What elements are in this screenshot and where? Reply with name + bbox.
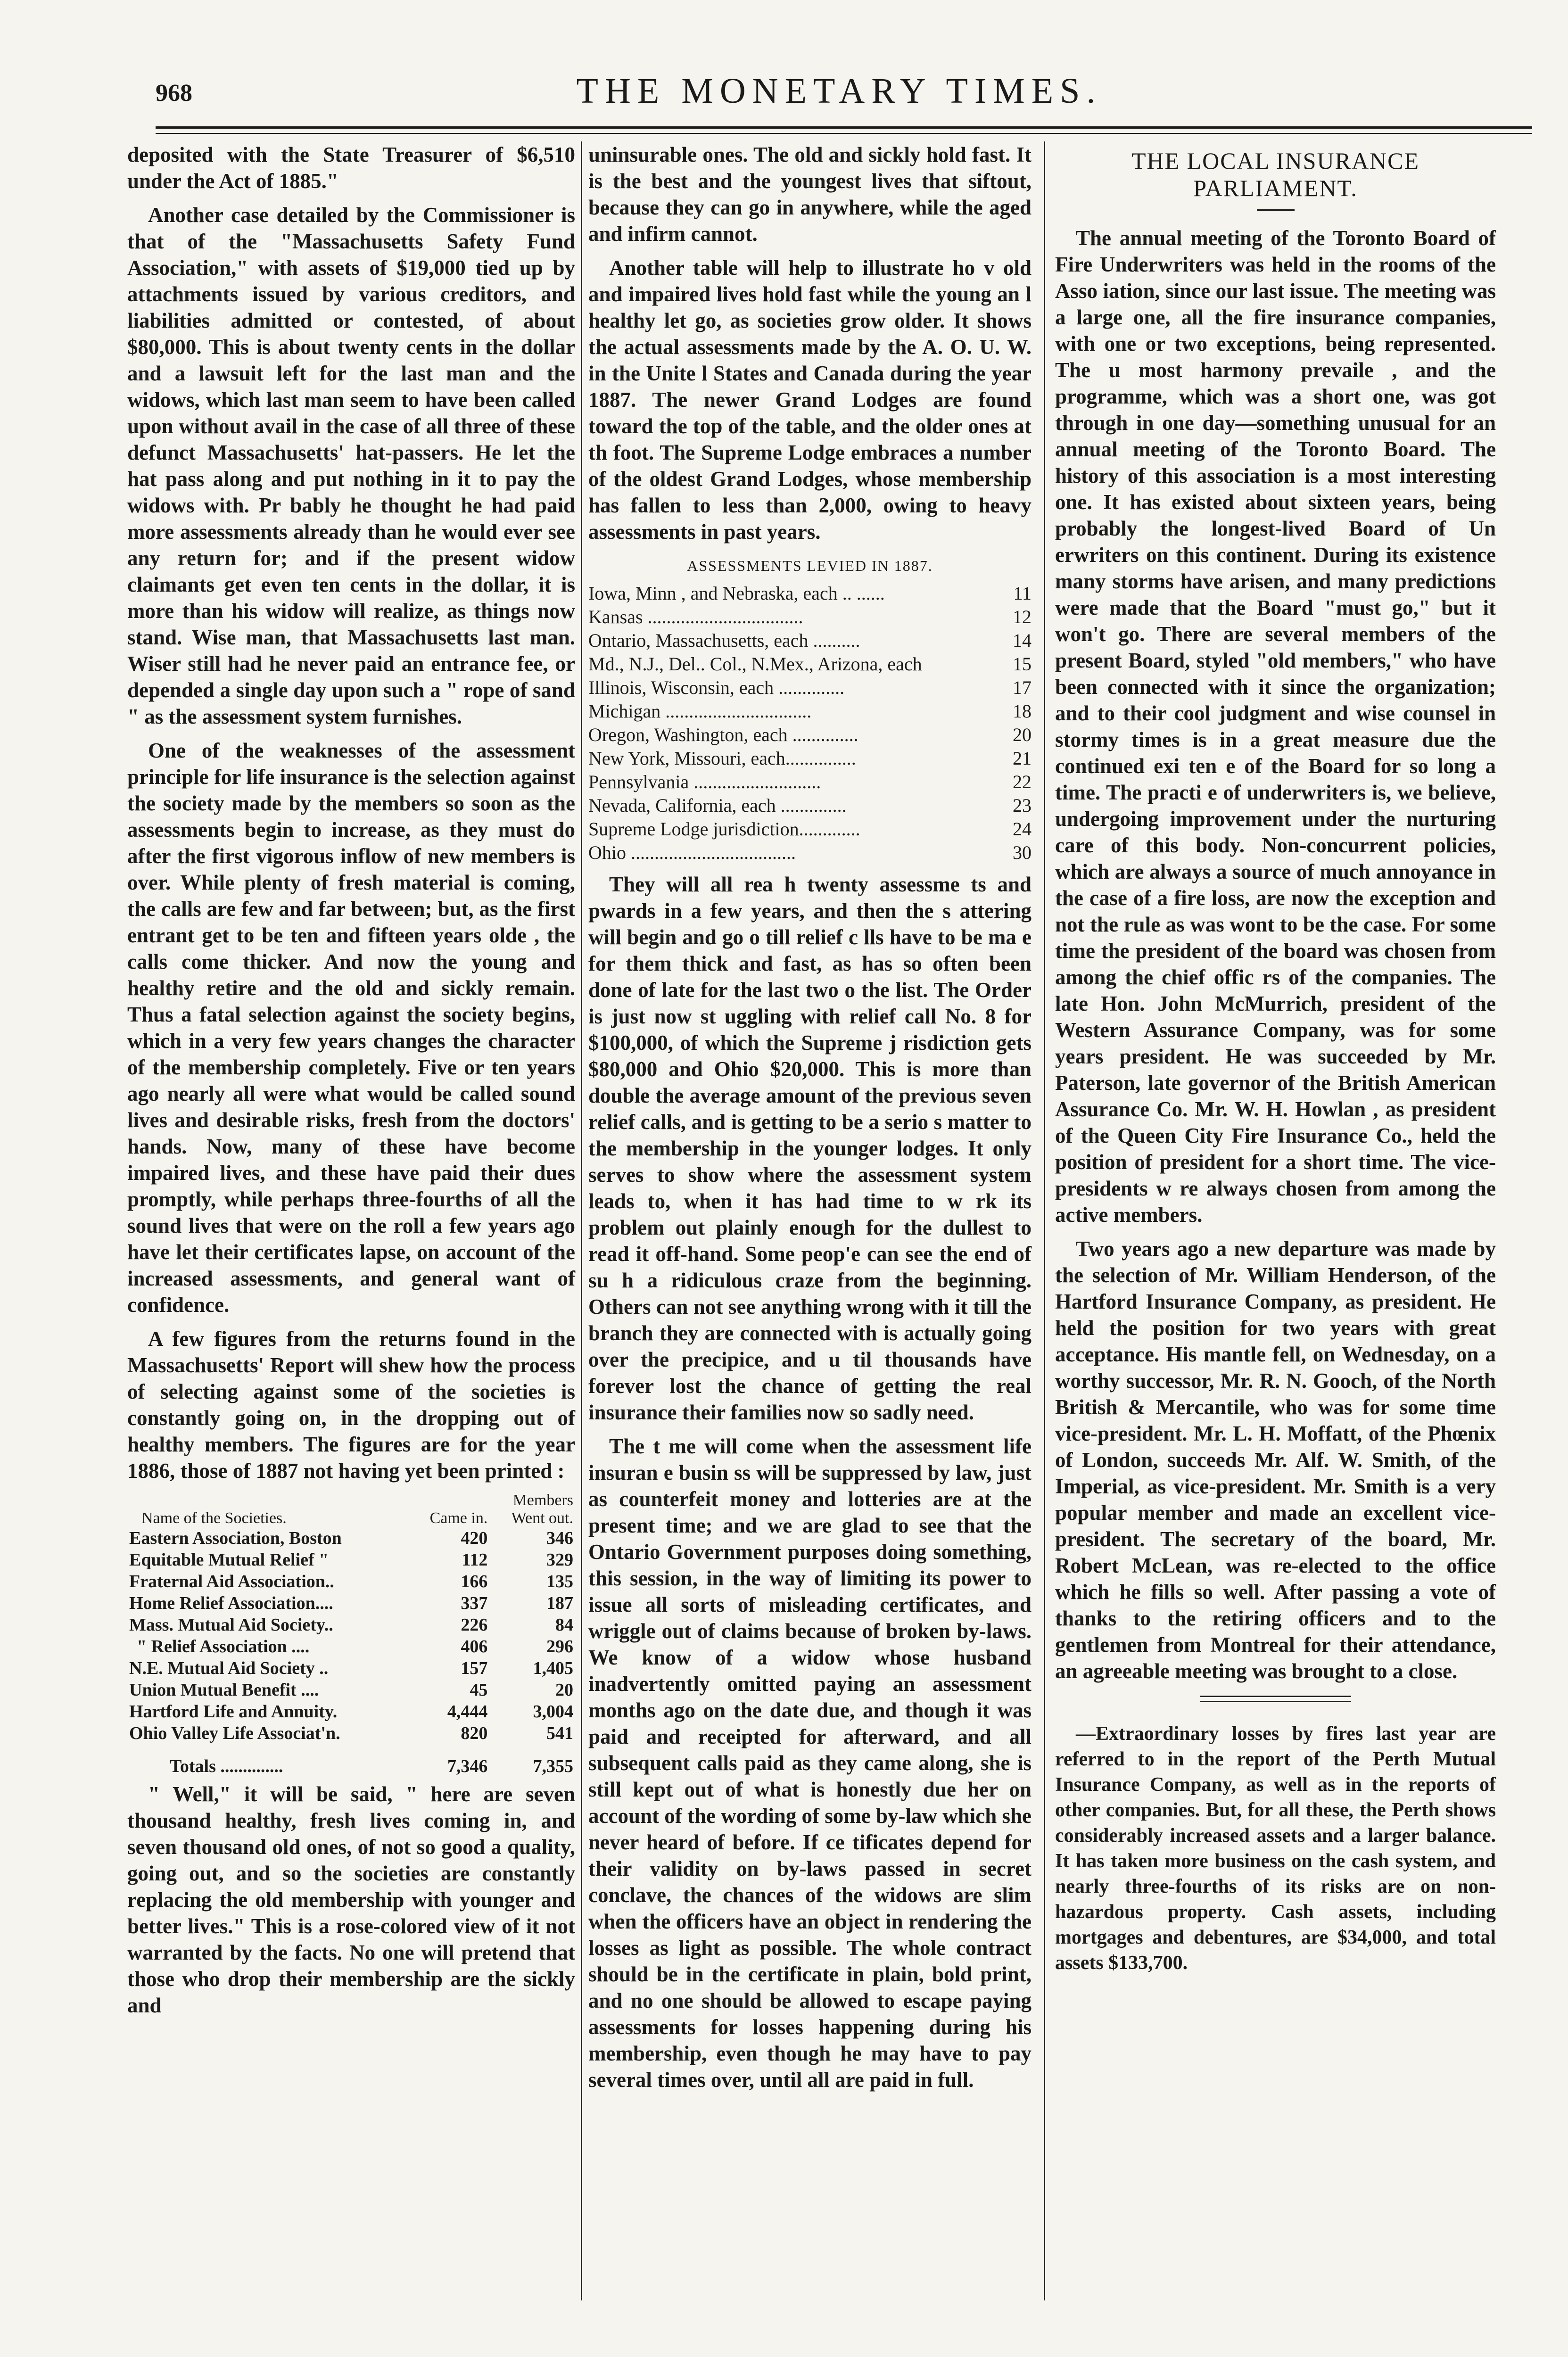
jurisdiction: Illinois, Wisconsin, each .............. [588, 677, 845, 698]
came-in: 157 [461, 1658, 488, 1678]
society-name: Ohio Valley Life Associat'n. [129, 1723, 340, 1743]
assessment-count: 30 [1013, 842, 1032, 863]
assessment-count: 21 [1013, 748, 1032, 769]
table-row [127, 1657, 575, 1679]
assessments-table [588, 582, 1032, 865]
table-row [127, 1592, 575, 1614]
went-out: 1,405 [533, 1658, 573, 1678]
table-header-name: Name of the Societies. [141, 1509, 287, 1527]
column-2 [588, 141, 1032, 2101]
assessment-count: 22 [1013, 771, 1032, 792]
table-row [588, 794, 1032, 817]
society-name: Eastern Association, Boston [129, 1528, 342, 1548]
went-out: 20 [555, 1680, 573, 1700]
went-out: 135 [546, 1572, 573, 1591]
jurisdiction: Ontario, Massachusetts, each .......... [588, 630, 860, 651]
jurisdiction: New York, Missouri, each............... [588, 748, 856, 769]
table-row [127, 1722, 575, 1744]
table-row [588, 629, 1032, 652]
page-number: 968 [156, 80, 192, 107]
assessment-count: 12 [1013, 606, 1032, 627]
table-header-members: Members [512, 1492, 573, 1509]
jurisdiction: Kansas ................................. [588, 606, 803, 627]
paragraph: " Well," it will be said, " here are seven thousand healthy, fresh lives coming in, and seven thousand old ones, of not so good a quality, going out, and so the societies are constantly replacing the old membership with younger and better lives." This is a rose-colored view of it not warranted by the facts. No one will pretend that those who drop their membership are the sickly and [127, 1782, 575, 2017]
paragraph: —Extraordinary losses by fires last year are referred to in the report of the Perth Mutual Insurance Company, as well as in the reports of other companies. But, for all these, the Perth shows considerably increased assets and a larger balance. It has taken more business on the cash system, and nearly three-fourths of its risks are on non-hazardous property. Cash assets, including mortgages and debentures, are $34,000, and total assets $133,700. [1055, 1723, 1496, 1974]
society-name: Fraternal Aid Association.. [129, 1572, 334, 1591]
header-rule [156, 126, 1532, 129]
jurisdiction: Michigan ............................... [588, 701, 812, 722]
went-out: 541 [546, 1723, 573, 1743]
table-row [588, 841, 1032, 865]
came-in: 4,444 [447, 1702, 488, 1722]
went-out: 346 [546, 1528, 573, 1548]
went-out: 329 [546, 1550, 573, 1570]
title-rule [1257, 209, 1295, 211]
jurisdiction: Nevada, California, each .............. [588, 795, 847, 816]
totals-row [127, 1744, 575, 1777]
table-row [588, 817, 1032, 841]
jurisdiction: Md., N.J., Del.. Col., N.Mex., Arizona, each [588, 653, 922, 675]
table-row [588, 700, 1032, 723]
paragraph: deposited with the State Treasurer of $6,510 under the Act of 1885." [127, 143, 575, 193]
table-row [127, 1571, 575, 1592]
assessment-count: 17 [1013, 677, 1032, 698]
totals-label: Totals .............. [170, 1756, 283, 1776]
society-name: Hartford Life and Annuity. [129, 1702, 338, 1722]
jurisdiction: Supreme Lodge jurisdiction............. [588, 818, 860, 840]
table-row [588, 652, 1032, 676]
assessment-count: 23 [1013, 795, 1032, 816]
column-divider [1044, 141, 1045, 2300]
paragraph: The annual meeting of the Toronto Board of Fire Underwriters was held in the rooms of the Asso iation, since our last issue. The meeting was a large one, all the fire insurance companies, with one or two exceptions, being represented. The u most harmony prevaile , and the programme, which was a short one, was got through in one day—something unusual for an annual meeting of the Toronto Board. The history of this association is a most interesting one. It has existed about sixteen years, being probably the longest-lived Board of Un erwriters on this continent. During its existence many storms have arisen, and many predictions were made that the Board "must go," but it won't go. There are several members of the present Board, styled "old members," who have been connected with it since the organization; and to their cool judgment and wise counsel in stormy times is in a great measure due the continued exi ten e of the Board for so long a time. The practi e of underwriters is, we believe, undergoing improvement under the nurturing care of this body. Non-concurrent policies, which are always a source of much annoyance in the case of a fire loss, are now the exception and not the rule as was wont to be the case. For some time the president of the board was chosen from among the chief offic rs of the companies. The late Hon. John McMurrich, president of the Western Assurance Company, was for some years president. He was succeeded by Mr. Paterson, late governor of the British American Assurance Co. Mr. W. H. Howlan , as president of the Queen City Fire Insurance Co., held the position of president for a short time. The vice-presidents w re always chosen from among the active members. [1055, 226, 1496, 1227]
paragraph: Two years ago a new departure was made by the selection of Mr. William Henderson, of the Hartford Insurance Company, as president. He held the position for two years with great acceptance. His mantle fell, on Wednesday, on a worthy successor, Mr. R. N. Gooch, of the North British & Mercantile, who was for some time vice-president. Mr. L. H. Moffatt, of the Phœnix of London, succeeds Mr. Alf. W. Smith, of the Imperial, as vice-president. Mr. Smith is a very popular member and made an excellent vice-president. The secretary of the board, Mr. Robert McLean, was re-elected to the office which he fills so well. After passing a vote of thanks to the retiring officers and to the gentlemen from Montreal for their attendance, an agreeable meeting was brought to a close. [1055, 1237, 1496, 1683]
table-row [127, 1614, 575, 1636]
paragraph: The t me will come when the assessment life insuran e busin ss will be suppressed by law, just as counterfeit money and lotteries are at the present time; and we are glad to see that the Ontario Government purposes doing something, this session, in the way of limiting its power to issue all sorts of misleading certificates, and wriggle out of claims because of broken by-laws. We know of a widow whose husband inadvertently omitted paying an assessment months ago on the date due, and though it was paid and receipted for afterward, and all subsequent calls paid as they came along, she is still kept out of what is honestly due her on account of the wording of some by-law which she never heard of before. If ce tificates depend for their validity on by-laws passed in secret conclave, the chances of the widows are slim when the officers have an object in rendering the losses as light as possible. The whole contract should be in the certificate in plain, bold print, and no one should be allowed to escape paying assessments for losses happening during his membership, even though he may have to pay several times over, until all are paid in full. [588, 1434, 1032, 2092]
jurisdiction: Ohio ................................... [588, 842, 796, 863]
table-row [588, 770, 1032, 794]
assessment-count: 18 [1013, 701, 1032, 722]
assessment-count: 15 [1013, 653, 1032, 675]
table-row [588, 747, 1032, 770]
came-in: 45 [470, 1680, 488, 1700]
paragraph: They will all rea h twenty assessme ts and pwards in a few years, and then the s attering will begin and go o till relief c lls have to be ma e for them thick and fast, as has so often been done of late for the last two o the list. The Order is just now st uggling with relief call No. 8 for $100,000, of which the Supreme j risdiction gets $80,000 and Ohio $20,000. This is more than double the average amount of the previous seven relief calls, and is getting to be a serio s matter to the membership in the younger lodges. It only serves to show where the assessment system leads to, when it has had time to w rk its problem out plainly enough for the dullest to read it off-hand. Some peop'e can see the end of su h a ridiculous craze from the beginning. Others can not see anything wrong with it till the branch they are connected with is actually going over the precipice, and u til thousands have forever lost the chance of getting the real insurance their families now so sadly need. [588, 873, 1032, 1424]
society-name: Equitable Mutual Relief " [129, 1550, 329, 1570]
table-row [127, 1636, 575, 1657]
jurisdiction: Iowa, Minn , and Nebraska, each .. ...... [588, 583, 885, 604]
totals-went: 7,355 [533, 1756, 573, 1776]
table-row [588, 582, 1032, 605]
article-title: THE LOCAL INSURANCE PARLIAMENT. [1131, 148, 1420, 201]
paragraph: Another case detailed by the Commissioner is that of the "Massachusetts Safety Fund Association," with assets of $19,000 tied up by attachments issued by various creditors, and liabilities admitted or contested, of about $80,000. This is about twenty cents in the dollar and a lawsuit left for the last man and the widows, which last man seem to have been called upon without avail in the case of all three of these defunct Massachusetts' hat-passers. He let the hat pass along and put nothing in it to pay the widows with. Pr bably he thought he had paid more assessments already than he would ever see any return for; and if the present widow claimants get even ten cents in the dollar, it is more than his widow will realize, as things now stand. Wise man, that Massachusetts last man. Wiser still had he never paid an entrance fee, or depended a single day upon such a " rope of sand " as the assessment system furnishes. [127, 203, 575, 728]
paragraph: Another table will help to illustrate ho v old and impaired lives hold fast while the young an l healthy let go, as societies grow older. It shows the actual assessments made by the A. O. U. W. in the Unite l States and Canada during the year 1887. The newer Grand Lodges are found toward the top of the table, and the older ones at th foot. The Supreme Lodge embraces a number of the oldest Grand Lodges, whose membership has fallen to less than 2,000, owing to heavy assessments in past years. [588, 256, 1032, 544]
society-name: Home Relief Association.... [129, 1593, 333, 1613]
page-header [156, 71, 1523, 123]
jurisdiction: Oregon, Washington, each .............. [588, 724, 858, 745]
society-name: Union Mutual Benefit .... [129, 1680, 319, 1700]
header-rule-thin [156, 133, 1532, 134]
came-in: 420 [461, 1528, 488, 1548]
went-out: 296 [546, 1637, 573, 1656]
totals-came: 7,346 [447, 1756, 488, 1776]
table-row [127, 1701, 575, 1722]
table-row [127, 1679, 575, 1701]
publication-title: THE MONETARY TIMES. [576, 71, 1102, 111]
table-row [588, 605, 1032, 629]
came-in: 406 [461, 1637, 488, 1656]
column-divider [581, 141, 582, 2300]
came-in: 820 [461, 1723, 488, 1743]
table-row [127, 1549, 575, 1571]
assessment-count: 20 [1013, 724, 1032, 745]
went-out: 187 [546, 1593, 573, 1613]
table-row [127, 1527, 575, 1549]
table-row [588, 723, 1032, 747]
society-name: Mass. Mutual Aid Society.. [129, 1615, 333, 1635]
went-out: 3,004 [533, 1702, 573, 1722]
came-in: 166 [461, 1572, 488, 1591]
came-in: 337 [461, 1593, 488, 1613]
societies-table [127, 1492, 575, 1777]
society-name: " Relief Association .... [137, 1637, 310, 1656]
assessment-count: 14 [1013, 630, 1032, 651]
jurisdiction: Pennsylvania ........................... [588, 771, 821, 792]
table-header-went: Went out. [511, 1509, 573, 1527]
column-3 [1055, 141, 1496, 1983]
paragraph: uninsurable ones. The old and sickly hold fast. It is the best and the youngest lives that siftout, because they can go in anywhere, while the aged and infirm cannot. [588, 143, 1032, 246]
column-1 [127, 141, 575, 2026]
assessment-count: 24 [1013, 818, 1032, 840]
society-name: N.E. Mutual Aid Society .. [129, 1658, 329, 1678]
paragraph: A few figures from the returns found in the Massachusetts' Report will shew how the process of selecting against some of the societies is constantly going on, in the dropping out of healthy members. The figures are for the year 1886, those of 1887 not having yet been printed : [127, 1327, 575, 1483]
assessment-count: 11 [1013, 583, 1032, 604]
table-row [588, 676, 1032, 700]
assessments-heading: ASSESSMENTS LEVIED IN 1887. [687, 557, 933, 574]
table-header-came: Came in. [429, 1509, 488, 1527]
separator-rule [1200, 1701, 1351, 1702]
came-in: 112 [462, 1550, 488, 1570]
went-out: 84 [555, 1615, 573, 1635]
came-in: 226 [461, 1615, 488, 1635]
separator-rule [1200, 1696, 1351, 1697]
paragraph: One of the weaknesses of the assessment principle for life insurance is the selection against the society made by the members so soon as the assessments begin to increase, as they must do after the first vigorous inflow of new members is over. While plenty of fresh material is coming, the calls are few and far between; but, as the first entrant get to be ten and fifteen years olde , the calls come thicker. And now the young and healthy retire and the old and sickly remain. Thus a fatal selection against the society begins, which in a very few years changes the character of the membership completely. Five or ten years ago nearly all were what would be called sound lives and desirable risks, fresh from the doctors' hands. Now, many of these have become impaired lives, and these have paid their dues promptly, while perhaps three-fourths of all the sound lives that were on the roll a few years ago have let their certificates lapse, on account of the increased assessments, and general want of confidence. [127, 739, 575, 1317]
